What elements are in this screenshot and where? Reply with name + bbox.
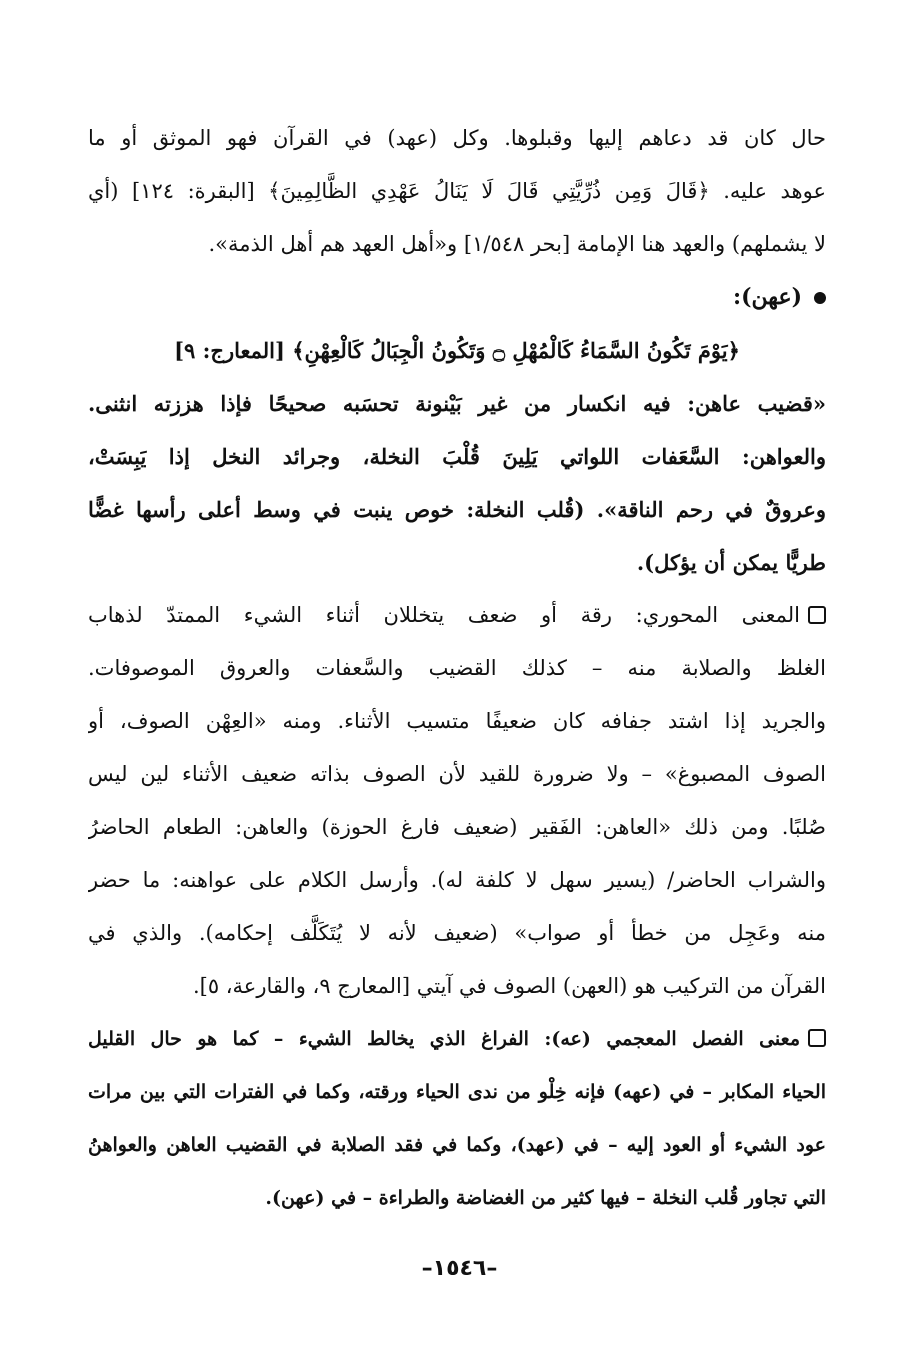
- text-line: [88, 589, 826, 642]
- page-number: –١٥٤٦–: [421, 1256, 498, 1281]
- paragraph-lexical-meaning: [88, 1013, 826, 1225]
- text-line-content: المعنى المحوري: رقة أو ضعف يتخللان أثناء الشيء الممتدّ لذهاب: [88, 603, 801, 627]
- text-line: الصوف المصبوغ» – ولا ضرورة للقيد لأن الصوف بذاته ضعيف الأثناء لين ليس: [88, 762, 826, 786]
- text-line: [88, 1013, 826, 1066]
- text-line: طريًّا يمكن أن يؤكل).: [636, 550, 826, 575]
- entry-heading-text: (عهن):: [733, 284, 802, 310]
- text-line: لا يشملهم) والعهد هنا الإمامة [بحر ١/٥٤٨] و«أهل العهد هم أهل الذمة».: [208, 232, 826, 256]
- text-line: والعواهن: السَّعَفات اللواتي يَلِينَ قُلْبَ النخلة، وجرائد النخل إذا يَبِسَتْ،: [88, 444, 826, 469]
- text-line: الحياء المكابر – في (عهه) فإنه خِلْو من ندى الحياء ورقته، وكما في الفترات التي بين مرات: [88, 1081, 826, 1103]
- page-body: [88, 112, 826, 1225]
- text-line: عود الشيء أو العود إليه – في (عهد)، وكما في فقد الصلابة في القضيب العاهن والعواهنُ: [88, 1134, 826, 1156]
- text-line: منه وعَجِل من خطأ أو صواب» (ضعيف لأنه لا يُتَكَلَّف إحكامه). والذي في: [88, 921, 826, 945]
- entry-heading: [88, 271, 826, 324]
- text-line: التي تجاور قُلب النخلة – فيها كثير من الغضاضة والطراءة – في (عهن).: [265, 1187, 826, 1209]
- square-marker-icon: [808, 606, 826, 624]
- square-marker-icon: [808, 1029, 826, 1047]
- paragraph-ahd-end: [88, 112, 826, 271]
- paragraph-core-meaning: [88, 589, 826, 1013]
- text-line: الغلظ والصلابة منه – كذلك القضيب والسَّعفات والعروق الموصوفات.: [88, 656, 826, 680]
- text-line: عوهد عليه. ﴿قَالَ وَمِن ذُرِّيَّتِي قَالَ لَا يَنَالُ عَهْدِي الظَّالِمِينَ﴾ [البقرة: ١٢٤] (أي: [88, 179, 826, 203]
- text-line: حال كان قد دعاهم إليها وقبلوها. وكل (عهد) في القرآن فهو الموثق أو ما: [88, 126, 826, 150]
- text-line: والشراب الحاضر/ (يسير سهل لا كلفة له). وأرسل الكلام على عواهنه: ما حضر: [88, 868, 826, 892]
- text-line: «قضيب عاهن: فيه انكسار من غير بَيْنونة تحسَبه صحيحًا فإذا هززته انثنى.: [88, 391, 826, 416]
- paragraph-definition: [88, 377, 826, 589]
- text-line-content: معنى الفصل المعجمي (عه): الفراغ الذي يخالط الشيء – كما هو حال القليل: [88, 1028, 800, 1050]
- text-line: صُلبًا. ومن ذلك «العاهن: الفَقير (ضعيف فارغ الحوزة) والعاهن: الطعام الحاضرُ: [88, 815, 826, 839]
- text-line: وعروقٌ في رحم الناقة». (قُلب النخلة: خوص ينبت في وسط أعلى رأسها غضًّا: [88, 497, 826, 522]
- text-line: والجريد إذا اشتد جفافه كان ضعيفًا متسيب الأثناء. ومنه «العِهْن الصوف، أو: [88, 709, 826, 733]
- text-line: القرآن من التركيب هو (العهن) الصوف في آيتي [المعارج ٩، والقارعة، ٥].: [192, 974, 826, 998]
- bullet-icon: [814, 292, 826, 304]
- quran-verse: ﴿يَوْمَ تَكُونُ السَّمَاءُ كَالْمُهْلِ ۝ وَتَكُونُ الْجِبَالُ كَالْعِهْنِ﴾ [المعارج: ٩]: [174, 338, 740, 363]
